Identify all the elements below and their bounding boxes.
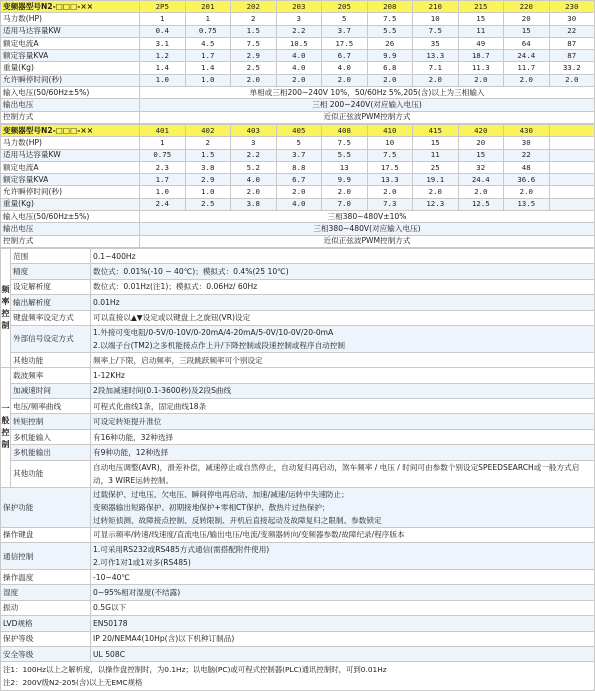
freq-control-row [1,264,595,279]
feature-row [1,646,595,661]
feature-label: 振动 [1,600,91,615]
control-method-label: 控制方式 [1,111,140,123]
input-voltage-label: 输入电压(50/60Hz±5%) [1,87,140,99]
spec-row-label: 重量(Kg) [1,62,140,74]
spec-value: 2.0 [504,186,550,198]
freq-control-row [1,310,595,325]
spec-table [0,248,595,691]
general-control-label: 转矩控制 [11,414,91,429]
spec-value: 2.0 [367,186,413,198]
spec-value: 4.0 [276,62,322,74]
spec-row-label: 额定容量KVA [1,174,140,186]
spec-value: 4.0 [276,50,322,62]
spec-value: 3.1 [140,37,186,49]
footnote: 注2：200V级N2-205(含)以上无EMC规格 [3,678,143,688]
feature-row [1,585,595,600]
spec-value: 2.0 [276,74,322,86]
feature-value: UL 508C [91,646,595,661]
spec-value: 2.4 [140,198,186,210]
spec-value [549,198,595,210]
spec-value: 49 [458,37,504,49]
spec-value: 2 [185,137,231,149]
spec-value: 7.0 [322,198,368,210]
spec-value: 12.3 [413,198,459,210]
model-number: 203 [276,1,322,13]
spec-row [1,74,595,86]
spec-row [1,174,595,186]
general-control-category: 一 般 控 制 [1,368,11,487]
spec-value: 1.5 [231,25,277,37]
spec-value: 25 [413,161,459,173]
spec-value: 2.0 [413,186,459,198]
spec-value: 6.7 [276,174,322,186]
spec-row [1,25,595,37]
output-voltage-label: 输出电压 [1,99,140,111]
spec-value: 2.9 [185,174,231,186]
feature-label: 操作键盘 [1,527,91,542]
spec-value: 7.1 [413,62,459,74]
spec-value: 20 [458,137,504,149]
spec-row [1,137,595,149]
spec-value [549,161,595,173]
model-header-row [1,124,595,136]
freq-control-label: 输出解析度 [11,295,91,310]
spec-value: 5.5 [322,149,368,161]
feature-value: 过载保护、过电压、欠电压、瞬间停电再启动、加速/减速/运转中失速防止； 变频器输出短路保护、初期接地保护+零相CT保护、散热片过热保护； 过转矩侦测、故障接点控制、反转限制、开机后直接起动及故障复归之限制、参数锁定 [91,487,595,527]
spec-value: 4.5 [185,37,231,49]
spec-value: 32 [458,161,504,173]
spec-value: 7.5 [367,13,413,25]
general-control-row [1,399,595,414]
freq-control-value: 数位式：0.01%(-10 ~ 40℃)；模拟式：0.4%(25 10℃) [91,264,595,279]
feature-value: 1.可采用RS232或RS485方式通信(需搭配附件使用) 2.可作1对1或1对多(RS485) [91,543,595,570]
general-control-label: 载波频率 [11,368,91,383]
general-control-row [1,414,595,429]
general-control-value: 2段加减速时间(0.1-3600秒)及2段S曲线 [91,383,595,398]
freq-control-value: 可以直接以▲▼设定或以键盘上之旋钮(VR)设定 [91,310,595,325]
feature-row [1,570,595,585]
spec-value: 17.5 [322,37,368,49]
spec-value: 1 [140,13,186,25]
model-number [549,124,595,136]
spec-row [1,198,595,210]
freq-control-row [1,248,595,263]
spec-value: 20 [504,13,550,25]
spec-value: 10.5 [276,37,322,49]
spec-value: 3.7 [276,149,322,161]
model-number: 420 [458,124,504,136]
general-control-value: 有16种功能，32种选择 [91,429,595,444]
spec-value: 6.8 [367,62,413,74]
spec-value: 11 [413,149,459,161]
spec-value: 9.9 [322,174,368,186]
spec-value: 33.2 [549,62,595,74]
general-control-value: 自动电压调整(AVR)，滑差补偿，减速停止或自然停止，自动复归再启动，煞车频率 / 电压 / 时间可由参数个别设定SPEEDSEARCH或一般方式启动，3 WIRE运转控制。 [91,460,595,487]
general-control-label: 多机能输出 [11,445,91,460]
spec-value: 4.0 [276,198,322,210]
spec-value: 2.0 [367,74,413,86]
spec-value: 1.0 [140,74,186,86]
spec-value: 9.9 [367,50,413,62]
general-control-label: 电压/频率曲线 [11,399,91,414]
spec-value: 1 [140,137,186,149]
input-voltage-value: 单相或三相200~240V 10%，50/60Hz 5%,205(含)以上为三相输入 [140,87,595,99]
spec-value: 0.4 [140,25,186,37]
feature-value: 可显示频率/转速/线速度/直流电压/输出电压/电流/变频器转向/变频器参数/故障纪录/程序版本 [91,527,595,542]
spec-value: 3.7 [322,25,368,37]
spec-row [1,62,595,74]
spec-value: 2.0 [504,74,550,86]
spec-row [1,161,595,173]
spec-value: 7.5 [322,137,368,149]
freq-control-value: 0.01Hz [91,295,595,310]
model-table-200v [0,0,595,124]
spec-value: 1.0 [185,74,231,86]
spec-row [1,37,595,49]
model-number: 415 [413,124,459,136]
spec-value: 12.5 [458,198,504,210]
spec-value: 1.0 [185,186,231,198]
input-voltage-value: 三相380~480V±10% [140,211,595,223]
model-number: 408 [322,124,368,136]
model-number: 210 [413,1,459,13]
model-number: 405 [276,124,322,136]
spec-value: 35 [413,37,459,49]
feature-row [1,527,595,542]
spec-row-label: 允许瞬停时间(秒) [1,74,140,86]
spec-value: 17.5 [367,161,413,173]
spec-value: 15 [458,149,504,161]
spec-value: 1.4 [140,62,186,74]
model-header-label: 变频器型号N2-□□□-×× [1,1,140,13]
freq-control-row [1,295,595,310]
model-number: 201 [185,1,231,13]
model-header-row [1,1,595,13]
spec-value: 3.8 [185,161,231,173]
freq-control-row [1,279,595,294]
output-voltage-value: 三相380~480V(对应输入电压) [140,223,595,235]
model-number: 215 [458,1,504,13]
spec-value: 0.75 [185,25,231,37]
spec-value: 2.2 [276,25,322,37]
output-voltage-row [1,99,595,111]
spec-value: 2.9 [231,50,277,62]
spec-value: 7.3 [367,198,413,210]
model-number: 230 [549,1,595,13]
model-number: 402 [185,124,231,136]
spec-value: 8.8 [276,161,322,173]
general-control-label: 多机能输入 [11,429,91,444]
spec-row [1,186,595,198]
spec-value: 11.7 [504,62,550,74]
spec-value: 13.3 [413,50,459,62]
spec-value: 10 [413,13,459,25]
spec-value: 87 [549,50,595,62]
spec-value: 11.3 [458,62,504,74]
freq-control-row [1,352,595,367]
input-voltage-row [1,211,595,223]
spec-value: 24.4 [458,174,504,186]
model-number: 430 [504,124,550,136]
input-voltage-label: 输入电压(50/60Hz±5%) [1,211,140,223]
spec-value: 2.0 [322,186,368,198]
spec-value: 1.7 [185,50,231,62]
spec-value: 2 [231,13,277,25]
spec-row [1,149,595,161]
spec-value: 22 [549,25,595,37]
spec-value: 13.5 [504,198,550,210]
model-number: 410 [367,124,413,136]
freq-control-label: 外部信号设定方式 [11,325,91,352]
spec-value: 1.2 [140,50,186,62]
general-control-value: 可程式化曲线1条，固定曲线18条 [91,399,595,414]
freq-control-label: 范围 [11,248,91,263]
feature-label: 湿度 [1,585,91,600]
spec-value: 2.0 [231,74,277,86]
spec-row-label: 允许瞬停时间(秒) [1,186,140,198]
spec-row-label: 马力数(HP) [1,137,140,149]
model-table-400v [0,124,595,248]
spec-value: 36.6 [504,174,550,186]
output-voltage-row [1,223,595,235]
feature-value: IP 20/NEMA4(10Hp(含)以下机种订制品) [91,631,595,646]
feature-value: EN50178 [91,616,595,631]
freq-control-value: 数位式：0.01Hz(注1)；模拟式：0.06Hz/ 60Hz [91,279,595,294]
spec-value: 7.5 [367,149,413,161]
control-method-value: 近似正弦波PWM控制方式 [140,111,595,123]
spec-value: 3.8 [231,198,277,210]
model-number: 220 [504,1,550,13]
spec-value: 1.5 [185,149,231,161]
spec-value: 5 [276,137,322,149]
freq-control-value: 1.外接可变电阻/0-5V/0-10V/0-20mA/4-20mA/5-0V/10-0V/20-0mA 2.以端子台(TM2)之多机能接点作上升/下降控制或段速控制或程序自动控制 [91,325,595,352]
model-header-label: 变频器型号N2-□□□-×× [1,124,140,136]
spec-value [549,186,595,198]
spec-value: 5 [322,13,368,25]
freq-control-label: 键盘频率设定方式 [11,310,91,325]
spec-value: 4.0 [231,174,277,186]
spec-value: 26 [367,37,413,49]
feature-label: 操作温度 [1,570,91,585]
spec-row-label: 适用马达容量KW [1,25,140,37]
output-voltage-label: 输出电压 [1,223,140,235]
spec-row-label: 额定电流A [1,37,140,49]
feature-row [1,600,595,615]
control-method-label: 控制方式 [1,235,140,247]
spec-value: 4.0 [322,62,368,74]
spec-row [1,50,595,62]
spec-value: 1 [185,13,231,25]
spec-value: 5.5 [367,25,413,37]
spec-value: 2.0 [549,74,595,86]
spec-value: 10 [367,137,413,149]
spec-value [549,174,595,186]
feature-label: 通信控制 [1,543,91,570]
input-voltage-row [1,87,595,99]
model-number: 403 [231,124,277,136]
spec-value: 1.4 [185,62,231,74]
feature-label: LVD规格 [1,616,91,631]
spec-value: 30 [504,137,550,149]
spec-value: 2.0 [322,74,368,86]
spec-value [549,149,595,161]
general-control-label: 其他功能 [11,460,91,487]
spec-value: 18.7 [458,50,504,62]
spec-value: 1.0 [140,186,186,198]
spec-value: 3 [276,13,322,25]
spec-value: 1.7 [140,174,186,186]
freq-control-row [1,325,595,352]
general-control-label: 加减速时间 [11,383,91,398]
feature-label: 安全等级 [1,646,91,661]
feature-value: 0~95%相对湿度(不结露) [91,585,595,600]
feature-value: -10~40℃ [91,570,595,585]
spec-value: 2.3 [140,161,186,173]
spec-value: 64 [504,37,550,49]
spec-value [549,137,595,149]
general-control-value: 可设定转矩提升准位 [91,414,595,429]
spec-value: 24.4 [504,50,550,62]
spec-value: 15 [504,25,550,37]
general-control-row [1,460,595,487]
feature-label: 保护功能 [1,487,91,527]
spec-value: 87 [549,37,595,49]
spec-value: 48 [504,161,550,173]
spec-value: 2.0 [231,186,277,198]
feature-row [1,631,595,646]
general-control-row [1,383,595,398]
spec-value: 5.2 [231,161,277,173]
spec-value: 7.5 [413,25,459,37]
model-number: 2P5 [140,1,186,13]
freq-control-category: 频 率 控 制 [1,248,11,367]
spec-row-label: 马力数(HP) [1,13,140,25]
spec-value: 3 [231,137,277,149]
model-number: 205 [322,1,368,13]
control-method-value: 近似正弦波PWM控制方式 [140,235,595,247]
spec-value: 22 [504,149,550,161]
freq-control-label: 设定解析度 [11,279,91,294]
spec-value: 0.75 [140,149,186,161]
general-control-row [1,429,595,444]
spec-value: 2.0 [413,74,459,86]
output-voltage-value: 三相 200~240V(对应输入电压) [140,99,595,111]
spec-value: 13.3 [367,174,413,186]
model-number: 401 [140,124,186,136]
control-method-row [1,235,595,247]
spec-row-label: 额定电流A [1,161,140,173]
freq-control-value: 0.1~400Hz [91,248,595,263]
model-number: 208 [367,1,413,13]
feature-row [1,487,595,527]
general-control-row [1,445,595,460]
spec-row-label: 重量(Kg) [1,198,140,210]
footnote: 注1：100Hz以上之解析度，以操作盘控制时，为0.1Hz；以电脑(PC)或可程式控制器(PLC)通讯控制时，可到0.01Hz [3,665,387,675]
spec-value: 15 [413,137,459,149]
general-control-value: 有9种功能，12种选择 [91,445,595,460]
freq-control-label: 精度 [11,264,91,279]
spec-value: 2.5 [185,198,231,210]
spec-value: 13 [322,161,368,173]
spec-row [1,13,595,25]
spec-value: 2.0 [276,186,322,198]
spec-value: 7.5 [231,37,277,49]
spec-row-label: 额定容量KVA [1,50,140,62]
spec-value: 11 [458,25,504,37]
spec-value: 15 [458,13,504,25]
feature-value: 0.5G以下 [91,600,595,615]
spec-value: 2.2 [231,149,277,161]
freq-control-label: 其他功能 [11,352,91,367]
general-control-row [1,368,595,383]
spec-row-label: 适用马达容量KW [1,149,140,161]
general-control-value: 1-12KHz [91,368,595,383]
spec-value: 6.7 [322,50,368,62]
feature-row [1,543,595,570]
model-number: 202 [231,1,277,13]
spec-value: 19.1 [413,174,459,186]
spec-value: 2.0 [458,74,504,86]
spec-value: 30 [549,13,595,25]
freq-control-value: 频率上/下限，启动频率，三段跳跃频率可个别设定 [91,352,595,367]
spec-value: 2.5 [231,62,277,74]
control-method-row [1,111,595,123]
spec-value: 2.0 [458,186,504,198]
feature-label: 保护等级 [1,631,91,646]
feature-row [1,616,595,631]
